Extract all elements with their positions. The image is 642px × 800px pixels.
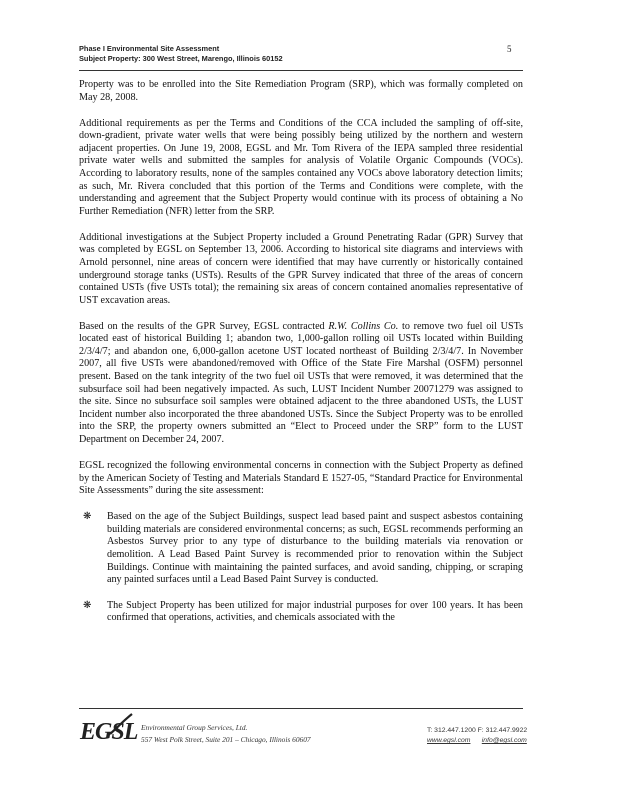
subject-property: Subject Property: 300 West Street, Marengo, Illinois 60152 <box>79 54 283 63</box>
text-run: Based on the results of the GPR Survey, EGSL contracted <box>79 320 329 332</box>
text-run: to remove two fuel oil USTs located east of historical Building 1; abandon two, 1,000-gallon rolling oil USTs located within Building 2/3/4/7; and abandon one, 6,000-gallon acetone UST located northeast of Building 2/3/4/7. In November 2007, all five USTs were abandoned/removed with Office of the State Fire Marshal (OSFM) personnel present. Based on the tank integrity of the two fuel oil USTs that were removed, it was determined that the subsurface soil had been negatively impacted. As such, LUST Incident Number 20071279 was assigned to the site. Since no subsurface soil samples were obtained adjacent to the three abandoned USTs, the LUST Incident number also incorporated the three abandoned USTs. Since the Subject Property was to be enrolled into the SRP, the property owners submitted an “Elect to Proceed under the SRP” form <box>79 320 524 433</box>
page-header <box>79 44 519 64</box>
email-link[interactable]: info@egsl.com <box>481 737 527 744</box>
page-number: 5 <box>507 44 512 54</box>
list-item <box>79 511 523 587</box>
logo-swoosh-icon <box>108 712 134 736</box>
contractor-name: R.W. Collins Co. <box>328 320 399 332</box>
company-logo: EGSL <box>80 719 138 745</box>
paragraph: Additional requirements as per the Terms and Conditions of the CCA included the sampling of off-site, down-gradient, private water wells that were being possibly being utilized by the northern and western adjacent properties. On June 19, 2008, EGSL and Mr. Tom Rivera of the IEPA sampled three residential private water wells and submitted the samples for analysis of Volatile Organic Compounds (VOCs). According to laboratory results, none of the samples contained any VOCs above laboratory detection limits; as such, Mr. Rivera concluded that this portion of the Terms and Conditions were complete, with the understanding and agreement that the Subject Property would continue with its process of obtaining a No Further Remediation (NFR) letter from the SRP. <box>79 117 523 217</box>
footer-address: 557 West Polk Street, Suite 201 – Chicago, Illinois 60607 <box>141 734 311 744</box>
footer-divider <box>79 708 523 709</box>
concerns-list <box>79 511 523 625</box>
paragraph <box>79 321 523 447</box>
paragraph: Additional investigations at the Subject Property included a Ground Penetrating Radar (GPR) Survey that was completed by EGSL on September 13, 2006. According to historical site diagrams and interviews with Arnold personnel, nine areas of concern were identified that may have currently or historically contained underground storage tanks (USTs). Results of the GPR Survey indicated that three of the areas of concern contained USTs (five USTs total); the remaining six areas of concern contained anomalies representative of UST excavation areas. <box>79 231 523 306</box>
list-item-text: Based on the age of the Subject Buildings, suspect lead based paint and suspect asbestos containing building materials are considered environmental concerns; as such, EGSL recommends performing an Asbestos Survey prior to any type of disturbance to the building materials via renovation or demolition. A Lead Based Paint Survey is recommended prior to renovation within the Subject Buildings. Continue with maintaining the painted surfaces, and avoid sanding, chipping, or scraping any painted surfaces until a Lead Based Paint Survey is conducted. <box>107 511 523 586</box>
document-body <box>79 79 523 638</box>
footer-phone: T: 312.447.1200 F: 312.447.9922 <box>427 727 528 734</box>
footer-company-info <box>141 722 311 745</box>
paragraph: EGSL recognized the following environmental concerns in connection with the Subject Property as defined by the American Society of Testing and Materials Standard E 1527-05, “Standard Practice for Environmental Site Assessments” during the site assessment: <box>79 460 523 497</box>
bullet-icon: ❋ <box>83 599 92 611</box>
header-divider <box>79 70 523 71</box>
text-run: to the LUST Department on December 24, 2007. <box>79 421 524 446</box>
report-title: Phase I Environmental Site Assessment <box>79 44 220 53</box>
list-item <box>79 600 523 625</box>
list-item-text: The Subject Property has been utilized for major industrial purposes for over 100 years. It has been confirmed that operations, activities, and chemicals associated with the <box>107 599 523 624</box>
bullet-icon: ❋ <box>83 511 92 523</box>
website-link[interactable]: www.egsl.com <box>427 737 471 744</box>
paragraph: Property was to be enrolled into the Site Remediation Program (SRP), which was formally completed on May 28, 2008. <box>79 79 523 103</box>
footer-company-name: Environmental Group Services, Ltd. <box>141 723 248 732</box>
footer-contact <box>427 726 527 746</box>
